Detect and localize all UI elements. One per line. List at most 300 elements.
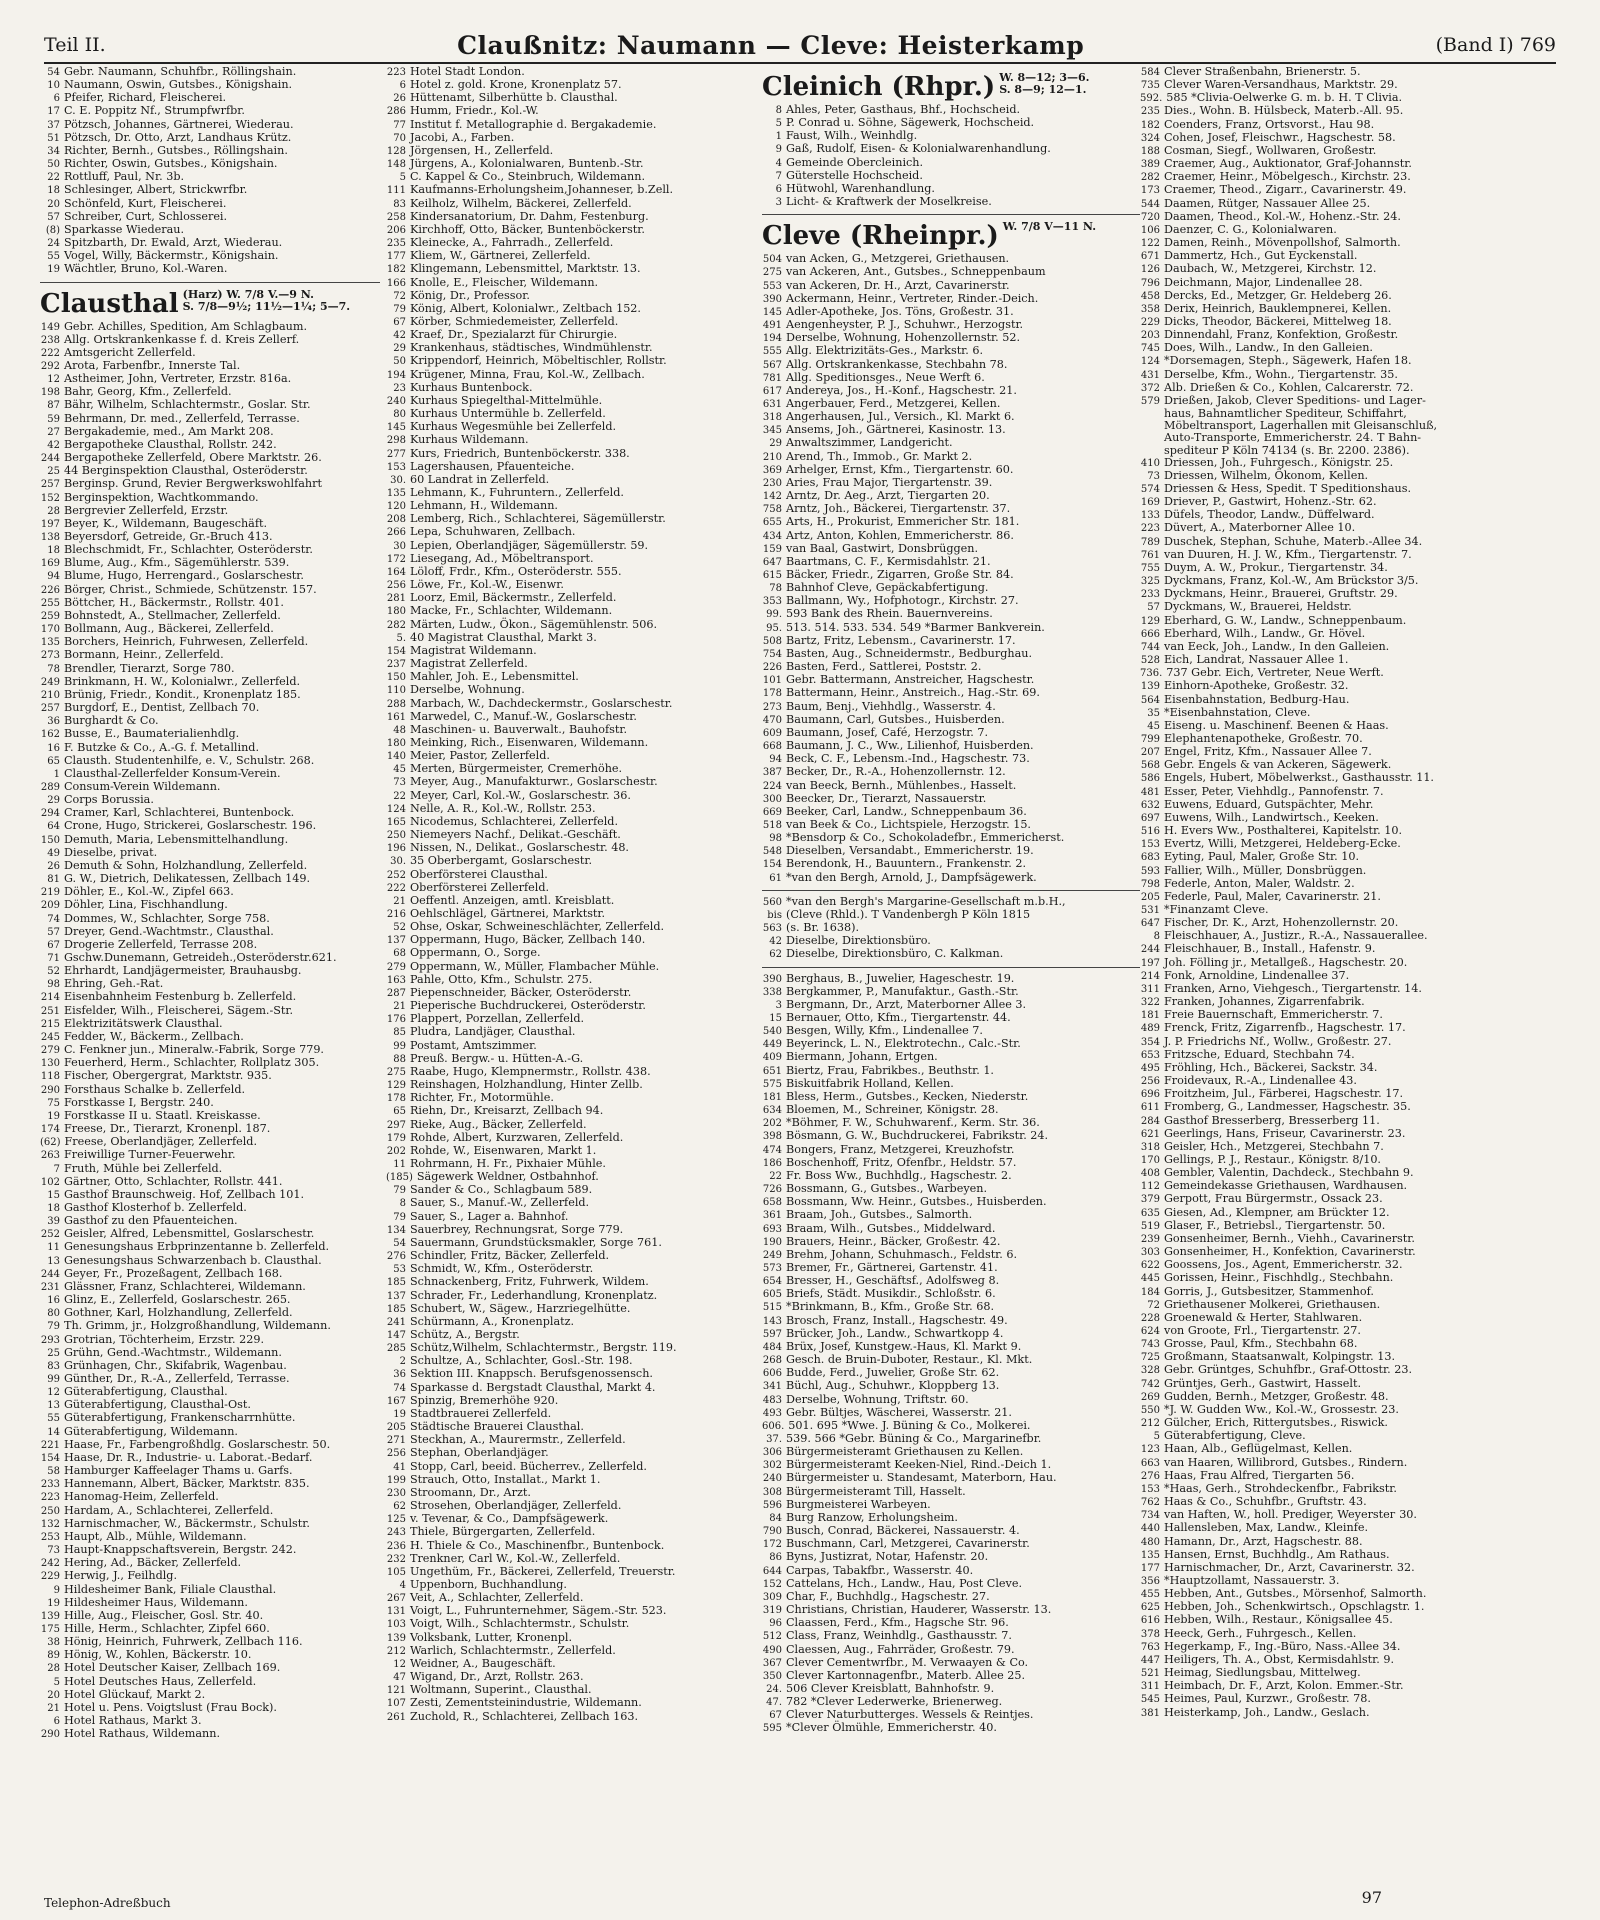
entry-text: Schultze, A., Schlachter, Gosl.-Str. 198. (410, 1354, 633, 1368)
phone-number: 286 (386, 106, 406, 118)
phone-number: 81 (47, 874, 60, 886)
entry-text: Rieke, Aug., Bäcker, Zellerfeld. (410, 1117, 587, 1131)
entry-text: Allg. Elektrizitäts-Ges., Markstr. 6. (786, 344, 984, 358)
phone-number: 5 (775, 118, 782, 130)
entry-text: Battermann, Heinr., Anstreich., Hag.-Str. 69. (786, 686, 1040, 700)
entry-text: Ahles, Peter, Gasthaus, Bhf., Hochscheid. (786, 103, 1021, 116)
entry-text: Berghaus, B., Juwelier, Hageschestr. 19. (786, 971, 1015, 985)
phone-number: 68 (393, 948, 406, 960)
phone-number: 761 (1140, 549, 1160, 561)
phone-number: 29 (393, 343, 406, 355)
phone-number: 381 (1140, 1707, 1160, 1719)
phone-number: 19 (47, 1110, 60, 1122)
entry-text: Hebben, Ant., Gutsbes., Mörsenhof, Salmorth. (1164, 1587, 1427, 1601)
entry-text: Engels, Hubert, Möbelwerkst., Gasthausstr. 11. (1164, 771, 1434, 785)
phone-number: 697 (1140, 812, 1160, 824)
entry-text: Strosehen, Oberlandjäger, Zellerfeld. (410, 1499, 622, 1513)
phone-number: 647 (762, 556, 782, 568)
phone-number: 666 (1140, 628, 1160, 640)
entry-text: Behrmann, Dr. med., Zellerfeld, Terrasse. (64, 411, 300, 425)
entry-text: Feuerherd, Herm., Schlachter, Rollplatz 305. (64, 1056, 320, 1070)
phone-number: 222 (386, 882, 406, 894)
phone-number: 179 (386, 1132, 406, 1144)
phone-number: 353 (762, 596, 782, 608)
phone-number: 379 (1140, 1194, 1160, 1206)
entry-text: Deichmann, Major, Lindenallee 28. (1164, 275, 1363, 289)
entry-text: Haase, Fr., Farbengroßhdlg. Goslarschestr. 50. (64, 1437, 331, 1451)
entry-text: *Böhmer, F. W., Schuhwarenf., Kerm. Str. 36. (786, 1116, 1040, 1130)
entry-text: Haase, Dr. R., Industrie- u. Laborat.-Bedarf. (64, 1450, 313, 1464)
phone-number: 6 (399, 80, 406, 92)
phone-number: 294 (40, 808, 60, 820)
entry-text: Allg. Ortskrankenkasse f. d. Kreis Zellerf. (64, 332, 300, 346)
phone-number: 194 (386, 369, 406, 381)
phone-number: (62) (40, 1137, 61, 1149)
entry-text: Magistrat Wildemann. (410, 643, 537, 657)
phone-number: 181 (762, 1091, 782, 1103)
phone-number: 21 (393, 895, 406, 907)
entry-text: Düvert, A., Materborner Allee 10. (1164, 521, 1356, 535)
phone-number: 25 (47, 1347, 60, 1359)
entry-text: Bäcker, Friedr., Zigarren, Große Str. 84. (786, 568, 1014, 581)
phone-number: (8) (45, 224, 60, 236)
phone-number: 519 (1140, 1220, 1160, 1232)
entry-text: Corps Borussia. (64, 793, 154, 807)
entry-text: Hotel Deutscher Kaiser, Zellbach 169. (64, 1661, 281, 1675)
entry-text: Bernauer, Otto, Kfm., Tiergartenstr. 44. (786, 1011, 1011, 1024)
entry-text: Bless, Herm., Gutsbes., Kecken, Niederstr. (786, 1089, 1029, 1103)
phone-number: 235 (1140, 106, 1160, 118)
phone-number: 39 (47, 1216, 60, 1228)
entry-text: *Brinkmann, B., Kfm., Große Str. 68. (786, 1300, 995, 1314)
entry-text: Gschw.Dunemann, Getreideh.,Osteröderstr.621. (64, 951, 337, 964)
phone-number: 207 (1140, 747, 1160, 759)
entry-text: (Cleve (Rhld.). T Vandenbergh P Köln 1815 (786, 907, 1031, 921)
phone-number: 182 (1140, 119, 1160, 131)
entry-text: van Haften, W., holl. Prediger, Weyerstег 30. (1164, 1508, 1417, 1522)
phone-number: 135 (40, 637, 60, 649)
entry-text: Rottluff, Paul, Nr. 3b. (64, 170, 185, 184)
entry-text: Pfeifer, Richard, Fleischerei. (64, 91, 227, 105)
entry-text: Eberhard, G. W., Landw., Schneppenbaum. (1164, 613, 1407, 627)
phone-number: 178 (386, 1093, 406, 1105)
entry-text: Volksbank, Lutter, Kronenpl. (410, 1630, 573, 1644)
entry-text: Derselbe, Kfm., Wohn., Tiergartenstr. 35. (1164, 367, 1398, 381)
entry-text: Krippendorf, Heinrich, Möbeltischler, Rollstr. (410, 354, 667, 368)
phone-number: 389 (1140, 159, 1160, 171)
phone-number: 106 (1140, 224, 1160, 236)
phone-number: 199 (386, 1474, 406, 1486)
phone-number: 212 (386, 1645, 406, 1657)
entry-text: Lehmann, K., Fuhruntern., Zellerfeld. (410, 486, 624, 499)
entry-text: Marwedel, C., Manuf.-W., Goslarschestr. (410, 709, 637, 723)
phone-number: 367 (762, 1657, 782, 1669)
phone-number: 372 (1140, 382, 1160, 394)
entry-text: Freie Bauernschaft, Emmericherstr. 7. (1164, 1008, 1383, 1022)
phone-number: 167 (386, 1395, 406, 1407)
phone-number: 696 (1140, 1089, 1160, 1101)
phone-number: 242 (40, 1558, 60, 1570)
phone-number: 754 (762, 648, 782, 660)
phone-number: 130 (40, 1058, 60, 1070)
phone-number: 318 (762, 412, 782, 424)
entry-text: Frenck, Fritz, Zigarrenfb., Hagschestr. 17. (1164, 1021, 1406, 1035)
entry-text: Nicodemus, Schlachterei, Zellerfeld. (410, 814, 619, 828)
entry-text: Glaser, F., Betriebsl., Tiergartenstr. 50. (1164, 1218, 1386, 1232)
entry-text: Lehmann, H., Wildemann. (410, 499, 558, 513)
entry-text: Forstkasse II u. Staatl. Kreiskasse. (64, 1108, 261, 1122)
phone-number: 284 (1140, 1115, 1160, 1127)
entry-text: Heimbach, Dr. F., Arzt, Kolon. Emmer.-Str. (1164, 1679, 1404, 1693)
phone-number: 170 (40, 624, 60, 636)
phone-number: 153 (1140, 1483, 1160, 1495)
entry-text: von Groote, Frl., Tiergartenstr. 27. (1164, 1324, 1361, 1337)
phone-number: 644 (762, 1565, 782, 1577)
entry-text: Genesungshaus Erbprinzentanne b. Zellerfeld. (64, 1240, 330, 1254)
entry-text: 40 Magistrat Clausthal, Markt 3. (410, 630, 597, 644)
entry-text: Blechschmidt, Fr., Schlachter, Osteröderstr. (64, 543, 313, 557)
entry-text: Cohen, Josef, Fleischwr., Hagschestr. 58. (1164, 130, 1396, 144)
entry-text: Bürgermeister u. Standesamt, Materborn, Hau. (786, 1471, 1057, 1485)
entry-text: Büchl, Aug., Schuhwr., Kloppberg 13. (786, 1379, 1000, 1393)
phone-number: 123 (1140, 1444, 1160, 1456)
entry-text: *van den Bergh, Arnold, J., Dampfsägewerk. (786, 870, 1037, 884)
entry-text: Bormann, Heinr., Zellerfeld. (64, 648, 224, 662)
entry-text: Duym, A. W., Prokur., Tiergartenstr. 34. (1164, 560, 1388, 574)
entry-text: Giesen, Ad., Klempner, am Brückter 12. (1164, 1205, 1390, 1219)
entry-text: Craemer, Heinr., Möbelgesch., Kirchstr. 23. (1164, 170, 1411, 184)
phone-number: 36 (47, 716, 60, 728)
entry-text: Gonsenheimer, H., Konfektion, Cavarinerstr. (1164, 1245, 1416, 1259)
phone-number: 528 (1140, 655, 1160, 667)
phone-number: 148 (386, 159, 406, 171)
entry-text: 35 Oberbergamt, Goslarschestr. (410, 854, 593, 868)
phone-number: 72 (393, 290, 406, 302)
entry-text: van Baal, Gastwirt, Donsbrüggen. (786, 541, 979, 555)
phone-number: 22 (47, 172, 60, 184)
phone-number: 408 (1140, 1168, 1160, 1180)
entry-text: Joh. Fölling jr., Metallgeß., Hagschestr. 20. (1164, 955, 1408, 969)
entry-text: Maschinen- u. Bauverwalt., Bauhofstr. (410, 722, 628, 736)
phone-number: 251 (40, 1005, 60, 1017)
header-title: Claußnitz: Naumann — Cleve: Heisterkamp (457, 30, 1085, 60)
entry-text: Clausthal-Zellerfelder Konsum-Verein. (64, 766, 281, 780)
entry-text: Kleinecke, A., Fahrradh., Zellerfeld. (410, 236, 614, 250)
entry-text: Cosman, Siegf., Wollwaren, Großestr. (1164, 143, 1377, 157)
phone-number: 188 (1140, 145, 1160, 157)
phone-number: 282 (386, 619, 406, 631)
entry-text: Elektrizitätswerk Clausthal. (64, 1016, 223, 1030)
entry-text: *Haas, Gerh., Strohdeckenfbr., Fabrikstr. (1164, 1481, 1397, 1495)
phone-number: 555 (762, 346, 782, 358)
entry-text: Woltmann, Superint., Clausthal. (410, 1683, 592, 1697)
phone-number: 154 (386, 645, 406, 657)
entry-text: Niemeyers Nachf., Delikat.-Geschäft. (410, 828, 621, 842)
entry-text: Adler-Apotheke, Jos. Töns, Großestr. 31. (786, 304, 1014, 318)
entry-text: Oberförsterei Zellerfeld. (410, 880, 550, 894)
phone-number: 205 (1140, 891, 1160, 903)
phone-number: 290 (40, 1729, 60, 1741)
phone-number: 35 (1147, 707, 1160, 719)
phone-number: 4 (399, 1579, 406, 1591)
entry-text: Vogel, Willy, Bäckermstr., Königshain. (64, 249, 279, 263)
phone-number: 409 (762, 1052, 782, 1064)
phone-number: 50 (47, 159, 60, 171)
phone-number: 293 (40, 1334, 60, 1346)
phone-number: 67 (393, 316, 406, 328)
entry-text: Duschek, Stephan, Schuhe, Materb.-Allee 34. (1164, 534, 1423, 548)
phone-number: 271 (386, 1435, 406, 1447)
entry-text: Raabe, Hugo, Klempnermstr., Rollstr. 438. (410, 1064, 651, 1078)
phone-number: 241 (386, 1316, 406, 1328)
phone-number: 597 (762, 1328, 782, 1340)
entry-text: Jacobi, A., Farben. (410, 130, 515, 144)
phone-number: 255 (40, 597, 60, 609)
phone-number: 13 (47, 1400, 60, 1412)
entry-text: Eisenbahnstation, Bedburg-Hau. (1164, 692, 1350, 706)
entry-text: Grüntjes, Gerh., Gastwirt, Hasselt. (1164, 1376, 1362, 1390)
phone-number: 361 (762, 1210, 782, 1222)
entry-text: Gesch. de Bruin-Duboter, Restaur., Kl. Mkt. (786, 1353, 1033, 1367)
entry-text: Bürgermeisteramt Keeken-Niel, Rind.-Deich 1. (786, 1458, 1052, 1472)
phone-number: 609 (762, 727, 782, 739)
entry-text: Bähr, Wilhelm, Schlachtermstr., Goslar. Str. (64, 398, 311, 412)
entry-text: Angerhausen, Jul., Versich., Kl. Markt 6. (786, 410, 1015, 424)
entry-text: Hebben, Joh., Schenkwirtsch., Opschlagstr. 1. (1164, 1600, 1425, 1614)
phone-number: 584 (1140, 67, 1160, 78)
directory-entry (762, 948, 1140, 961)
entry-text: Gaß, Rudolf, Eisen- & Kolonialwarenhandlung. (786, 142, 1051, 156)
phone-number: 8 (1153, 931, 1160, 943)
entry-text: Elephantenapotheke, Großestr. 70. (1164, 731, 1363, 745)
phone-number: 564 (1140, 694, 1160, 706)
phone-number: 18 (47, 1202, 60, 1214)
entry-text: Meier, Pastor, Zellerfeld. (410, 749, 550, 763)
phone-number: 504 (762, 254, 782, 266)
phone-number: 671 (1140, 251, 1160, 263)
phone-number: 593 (1140, 865, 1160, 877)
entry-text: Blume, Aug., Kfm., Sägemühlerstr. 539. (64, 556, 290, 570)
entry-text: Hallensleben, Max, Landw., Kleinfe. (1164, 1521, 1369, 1535)
phone-number: 197 (1140, 957, 1160, 969)
phone-number: 209 (40, 900, 60, 912)
entry-text: Jörgensen, H., Zellerfeld. (410, 143, 554, 157)
entry-text: Klingemann, Lebensmittel, Marktstr. 13. (410, 262, 641, 276)
phone-number: 29 (47, 795, 60, 807)
phone-number: 73 (1147, 470, 1160, 482)
entry-text: Hannemann, Albert, Bäcker, Marktstr. 835. (64, 1477, 310, 1491)
phone-number: 219 (40, 887, 60, 899)
entry-text: 60 Landrat in Zellerfeld. (410, 472, 550, 486)
phone-number: 80 (47, 1308, 60, 1320)
phone-number: 244 (40, 453, 60, 465)
phone-number: 20 (47, 198, 60, 210)
phone-number: 483 (762, 1394, 782, 1406)
phone-number: 15 (47, 1189, 60, 1201)
entry-text: Braam, Wilh., Gutsbes., Middelward. (786, 1221, 996, 1235)
entry-text: van Haaren, Willibrord, Gutsbes., Rindern. (1164, 1455, 1408, 1469)
phone-number: 13 (47, 1255, 60, 1267)
entry-text: Sauer, S., Lager a. Bahnhof. (410, 1209, 569, 1223)
phone-number: 229 (1140, 316, 1160, 328)
phone-number: 743 (1140, 1339, 1160, 1351)
entry-text: Großmann, Staatsanwalt, Kolpingstr. 13. (1164, 1350, 1396, 1364)
phone-number: 508 (762, 635, 782, 647)
entry-text: Hamburger Kaffeelager Thams u. Garfs. (64, 1464, 293, 1478)
phone-number: 57 (47, 211, 60, 223)
entry-text: Baum, Benj., Viehhdlg., Wasserstr. 4. (786, 699, 996, 713)
phone-number: 663 (1140, 1457, 1160, 1469)
entry-text: Euwens, Eduard, Gutspächter, Mehr. (1164, 797, 1374, 811)
entry-text: F. Butzke & Co., A.-G. f. Metallind. (64, 740, 260, 754)
entry-text: Franken, Arno, Viehgesch., Tiergartenstr. 14. (1164, 981, 1422, 995)
phone-number: 87 (47, 400, 60, 412)
entry-text: Arota, Farbenfbr., Innerste Tal. (64, 358, 241, 372)
phone-number: 573 (762, 1262, 782, 1274)
phone-number: 734 (1140, 1510, 1160, 1522)
phone-number: 269 (1140, 1391, 1160, 1403)
phone-number: 230 (386, 1487, 406, 1499)
phone-number: 390 (762, 293, 782, 305)
entry-text: Richter, Oswin, Gutsbes., Königshain. (64, 157, 278, 171)
entry-text: Knolle, E., Fleischer, Wildemann. (410, 275, 599, 289)
phone-number: 560 (762, 896, 782, 908)
entry-text: Oppermann, W., Müller, Flambacher Mühle. (410, 959, 660, 973)
phone-number: 275 (386, 1066, 406, 1078)
phone-number: 61 (769, 872, 782, 884)
phone-number: 249 (762, 1249, 782, 1261)
phone-number: 235 (386, 238, 406, 250)
phone-number: 53 (393, 1264, 406, 1276)
entry-text: Consum-Verein Wildemann. (64, 779, 221, 793)
entry-text: Ballmann, Wy., Hofphotogr., Kirchstr. 27. (786, 594, 1019, 608)
phone-number: 647 (1140, 918, 1160, 930)
entry-text: Postamt, Amtszimmer. (410, 1038, 537, 1052)
entry-text: Gärtner, Otto, Schlachter, Rollstr. 441. (64, 1174, 283, 1188)
entry-text: Geisler, Alfred, Lebensmittel, Goslarschestr. (64, 1227, 315, 1241)
entry-text: G. W., Dietrich, Delikatessen, Zellbach 149. (64, 872, 311, 886)
entry-text: P. Conrad u. Söhne, Sägewerk, Hochscheid. (786, 116, 1035, 130)
phone-number: 55 (47, 251, 60, 263)
entry-text: Zesti, Zementsteinindustrie, Wildemann. (410, 1696, 642, 1710)
entry-text: Loorz, Emil, Bäckermstr., Zellerfeld. (410, 591, 617, 605)
phone-number: 634 (762, 1105, 782, 1117)
phone-number: 434 (762, 530, 782, 542)
phone-number: 80 (393, 409, 406, 421)
entry-text: Kurhaus Wegesmühle bei Zellerfeld. (410, 420, 617, 434)
phone-number: 78 (47, 663, 60, 675)
phone-number: 495 (1140, 1062, 1160, 1074)
phone-number: 185 (386, 1277, 406, 1289)
entry-text: Baumann, J. C., Ww., Lilienhof, Huisberden. (786, 739, 1034, 753)
phone-number: 606 (762, 1368, 782, 1380)
phone-number: 128 (386, 145, 406, 157)
entry-text: Astheimer, John, Vertreter, Erzstr. 816a. (64, 372, 292, 386)
phone-number: 223 (386, 67, 406, 78)
entry-text: Goossens, Jos., Agent, Emmericherstr. 32. (1164, 1258, 1403, 1272)
phone-number: 135 (1140, 1549, 1160, 1561)
phone-number: 174 (40, 1124, 60, 1136)
phone-number: 250 (40, 1505, 60, 1517)
entry-text: H. Thiele & Co., Maschinenfbr., Buntenbock. (410, 1538, 665, 1552)
entry-text: Magistrat Zellerfeld. (410, 657, 528, 671)
phone-number: 273 (762, 701, 782, 713)
entry-text: Forsthaus Schalke b. Zellerfeld. (64, 1082, 246, 1096)
phone-number: 185 (386, 1303, 406, 1315)
entry-text: Bergapotheke Clausthal, Rollstr. 242. (64, 437, 277, 451)
phone-number: 94 (47, 571, 60, 583)
entry-text: Briefs, Städt. Musikdir., Schloßstr. 6. (786, 1287, 996, 1301)
entry-text: Sauerbrey, Rechnungsrat, Sorge 779. (410, 1222, 624, 1236)
phone-number: 276 (1140, 1470, 1160, 1482)
phone-number: 237 (386, 659, 406, 671)
entry-text: Bergmann, Dr., Arzt, Materborner Allee 3. (786, 997, 1027, 1011)
phone-number: 223 (40, 1492, 60, 1504)
entry-text: Does, Wilh., Landw., In den Galleien. (1164, 341, 1373, 355)
phone-number: 99 (47, 1374, 60, 1385)
entry-text: Gebr. Naumann, Schuhfbr., Röllingshain. (64, 66, 297, 78)
entry-text: Heimag, Siedlungsbau, Mittelweg. (1164, 1666, 1361, 1680)
entry-text: Arhelger, Ernst, Kfm., Tiergartenstr. 60. (786, 462, 1014, 476)
phone-number: 29 (769, 438, 782, 450)
entry-text: Richter, Fr., Motormühle. (410, 1091, 554, 1105)
section-clausthal (40, 289, 380, 319)
phone-number: 516 (1140, 826, 1160, 838)
header-volume-page: (Band I) 769 (1435, 34, 1556, 56)
entry-text: Grühn, Gend.-Wachtmstr., Wildemann. (64, 1345, 282, 1359)
section-cleinich-hours (999, 72, 1089, 96)
entry-text: Brinkmann, H. W., Kolonialwr., Zellerfeld. (64, 674, 301, 688)
entry-text: Riehn, Dr., Kreisarzt, Zellbach 94. (410, 1104, 604, 1118)
entry-text: Preuß. Bergw.- u. Hütten-A.-G. (410, 1051, 584, 1065)
phone-number: 8 (399, 1198, 406, 1210)
phone-number: 163 (386, 974, 406, 986)
phone-number: 387 (762, 767, 782, 779)
phone-number: 72 (1147, 1299, 1160, 1311)
entry-text: Kurs, Friedrich, Buntenböckerstr. 338. (410, 446, 630, 460)
phone-number: bis (767, 909, 782, 921)
phone-number: 489 (1140, 1023, 1160, 1035)
entry-text: Beyersdorf, Getreide, Gr.-Bruch 413. (64, 530, 273, 543)
entry-text: Craemer, Theod., Zigarr., Cavarinerstr. 49. (1164, 183, 1407, 197)
phone-number: 198 (40, 387, 60, 399)
entry-text: Fedder, W., Bäckerm., Zellbach. (64, 1029, 244, 1043)
phone-number: 240 (762, 1473, 782, 1485)
phone-number: 288 (386, 698, 406, 710)
entry-text: Besgen, Willy, Kfm., Lindenallee 7. (786, 1024, 983, 1038)
entry-text: Hansen, Ernst, Buchhdlg., Am Rathaus. (1164, 1547, 1390, 1561)
phone-number: 57 (1147, 602, 1160, 614)
phone-number: 216 (386, 909, 406, 920)
phone-number: 65 (393, 1106, 406, 1118)
entry-text: Derselbe, Wohnung. (410, 683, 525, 697)
entry-text: Euwens, Wilh., Landwirtsch., Keeken. (1164, 810, 1379, 824)
phone-number: 309 (762, 1591, 782, 1603)
entry-text: C. Kappel & Co., Steinbruch, Wildemann. (410, 170, 646, 184)
phone-number: 221 (40, 1439, 60, 1451)
phone-number: 289 (40, 781, 60, 793)
entry-text: Meyer, Carl, Kol.-W., Goslarschestr. 36. (410, 788, 631, 802)
entry-text: Engel, Fritz, Kfm., Nassauer Allee 7. (1164, 745, 1372, 759)
entry-text: Gorissen, Heinr., Fischhdlg., Stechbahn. (1164, 1271, 1394, 1285)
entry-text: Busse, E., Baumaterialienhdlg. (64, 727, 240, 741)
entry-text: König, Albert, Kolonialwr., Zeltbach 152. (410, 301, 641, 315)
phone-number: 799 (1140, 733, 1160, 745)
entry-text: Fonk, Arnoldine, Lindenallee 37. (1164, 968, 1350, 982)
entry-text: Fallier, Wilh., Müller, Donsbrüggen. (1164, 863, 1367, 877)
entry-text: Basten, Aug., Schneidermstr., Bedburghau. (786, 646, 1032, 660)
entry-text: Berginspektion, Wachtkommando. (64, 490, 259, 504)
